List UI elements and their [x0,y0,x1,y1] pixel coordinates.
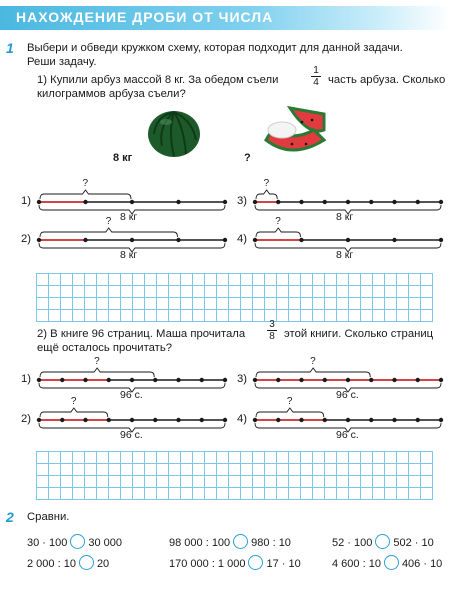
upper-brace [40,368,154,377]
scheme-label: 4) [237,413,248,425]
division-point [223,200,227,204]
task-number: 2 [6,509,14,525]
measure-label: 8 кг [120,211,138,223]
division-point [200,418,204,422]
division-point [369,418,373,422]
division-point [253,238,257,242]
upper-brace [40,408,108,417]
comparison-item [169,555,301,570]
division-point [276,200,280,204]
division-point [346,378,350,382]
problem-text-cont: часть арбуза. Сколько [328,74,446,86]
problem-text: 2) В книге 96 страниц. Маша прочитала [37,328,246,340]
unknown-mark: ? [275,216,281,227]
division-point [299,200,303,204]
division-point [346,200,350,204]
answer-grid[interactable] [36,451,433,500]
measure-label: 8 кг [336,211,354,223]
comparison-item [169,534,291,549]
problem-text-cont: этой книги. Сколько страниц [284,328,434,340]
upper-brace [40,228,178,237]
division-point [346,418,350,422]
watermelon-slice-illustration [262,100,330,156]
division-point [200,378,204,382]
division-point [37,238,41,242]
compare-circle[interactable] [384,555,399,570]
compare-circle[interactable] [375,534,390,549]
measure-label: 8 кг [120,249,138,261]
comparison-left: 170 000 : 1 000 [169,558,246,570]
comparison-right: 30 000 [88,537,123,549]
division-point [83,200,87,204]
comparison-left: 30 · 100 [27,537,68,549]
comparison-left: 98 000 : 100 [169,537,231,549]
division-point [392,378,396,382]
division-point [107,378,111,382]
whole-watermelon-illustration [144,106,204,158]
comparison-right: 502 · 10 [393,537,434,549]
comparison-right: 980 : 10 [251,537,291,549]
compare-circle[interactable] [70,534,85,549]
division-point [323,200,327,204]
measure-label: 96 с. [336,389,359,401]
scheme-label: 2) [21,413,32,425]
upper-brace [256,228,301,237]
upper-brace [40,190,131,199]
division-point [253,378,257,382]
measure-label: 8 кг [336,249,354,261]
scheme-label: 3) [237,195,248,207]
division-point [416,418,420,422]
measure-label: 96 с. [336,429,359,441]
division-point [83,238,87,242]
division-point [276,378,280,382]
measure-label: 96 с. [120,389,143,401]
division-point [369,200,373,204]
division-point [60,378,64,382]
section-banner [0,6,450,30]
division-point [176,200,180,204]
comparison-item [27,555,109,570]
division-point [83,418,87,422]
fraction [311,65,321,88]
division-point [323,378,327,382]
compare-circle[interactable] [248,555,263,570]
division-point [130,418,134,422]
unknown-mark: ? [286,396,293,407]
division-point [253,200,257,204]
fraction-denominator: 8 [269,331,275,342]
watermelon-mass-label: 8 кг [113,152,133,164]
division-point [153,378,157,382]
upper-brace [256,368,370,377]
answer-grid[interactable] [36,273,433,322]
division-point [176,418,180,422]
division-point [392,418,396,422]
unknown-mark: ? [105,216,112,227]
division-point [37,418,41,422]
division-point [83,378,87,382]
division-point [369,378,373,382]
division-point [107,418,111,422]
problem-text-line2: ещё осталось прочитать? [37,342,172,354]
division-point [299,418,303,422]
division-point [223,418,227,422]
scheme-label: 1) [21,195,32,207]
division-point [439,238,443,242]
unknown-mark: ? [310,356,316,367]
division-point [60,418,64,422]
upper-brace [256,408,324,417]
comparison-left: 2 000 : 10 [27,558,76,570]
problem-text-line2: килограммов арбуза съели? [37,88,186,100]
scheme-label: 3) [237,373,248,385]
fraction-numerator: 1 [311,65,321,77]
task-instruction: Выбери и обведи кружком схему, которая подходит для данной задачи. [27,42,403,54]
division-point [37,200,41,204]
comparison-item [332,555,442,570]
comparison-item [332,534,434,549]
scheme-label: 2) [21,233,32,245]
division-point [299,378,303,382]
task-title: Сравни. [27,511,70,523]
upper-brace [256,190,277,199]
division-point [130,238,134,242]
division-point [223,238,227,242]
division-point [416,378,420,382]
division-point [176,238,180,242]
task-instruction-line2: Реши задачу. [27,56,97,68]
division-point [439,378,443,382]
comparison-left: 52 · 100 [332,537,373,549]
comparison-left: 4 600 : 10 [332,558,381,570]
page-title: НАХОЖДЕНИЕ ДРОБИ ОТ ЧИСЛА [16,9,274,25]
comparison-right: 406 · 10 [401,558,443,570]
compare-circle[interactable] [233,534,248,549]
unknown-mark: ? [94,356,100,367]
division-point [323,418,327,422]
eaten-unknown-label: ? [244,152,251,164]
comparison-item [27,534,122,549]
division-point [153,418,157,422]
division-point [392,200,396,204]
problem-text: 1) Купили арбуз массой 8 кг. За обедом съели [37,74,279,86]
division-point [37,378,41,382]
division-point [439,418,443,422]
compare-circle[interactable] [79,555,94,570]
comparison-right: 17 · 10 [266,558,301,570]
unknown-mark: ? [82,178,89,189]
unknown-mark: ? [70,396,77,407]
measure-label: 96 с. [120,429,143,441]
division-point [253,418,257,422]
division-point [130,200,134,204]
fraction-denominator: 4 [313,77,319,88]
division-point [299,238,303,242]
fraction-numerator: 3 [267,319,277,331]
fraction [267,319,277,342]
unknown-mark: ? [263,178,270,189]
division-point [176,378,180,382]
division-point [130,378,134,382]
scheme-label: 1) [21,373,32,385]
division-point [223,378,227,382]
comparison-right: 20 [96,558,110,570]
scheme-label: 4) [237,233,248,245]
division-point [276,418,280,422]
division-point [439,200,443,204]
task-number: 1 [6,40,14,56]
division-point [392,238,396,242]
division-point [416,200,420,204]
division-point [346,238,350,242]
